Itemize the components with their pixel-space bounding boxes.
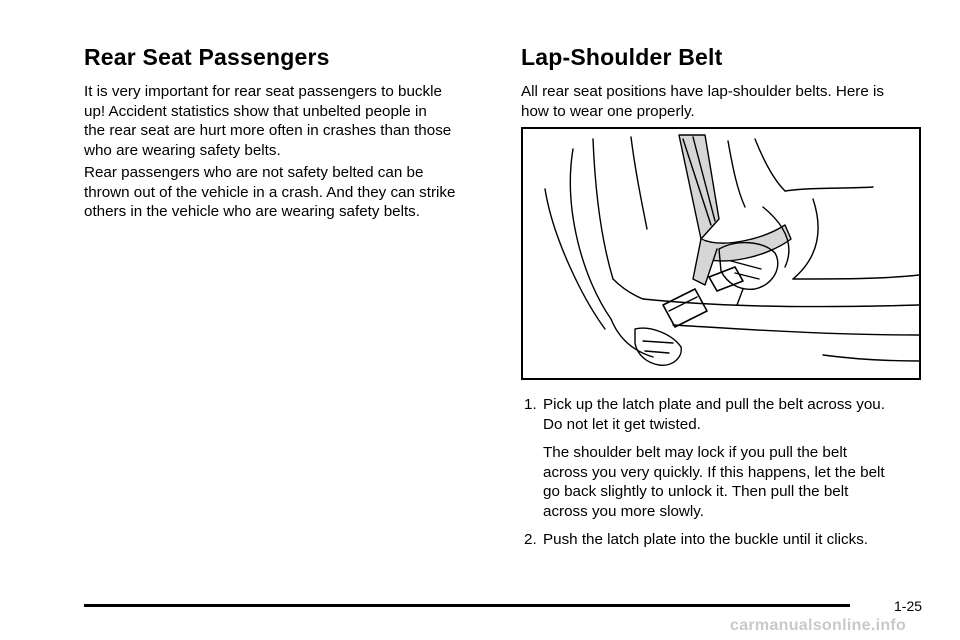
text-line: up! Accident statistics show that unbelted people in [84, 102, 427, 120]
text-line: Rear passengers who are not safety belted can be [84, 164, 424, 181]
text-line: Do not let it get twisted. [543, 415, 701, 433]
text-line: The shoulder belt may lock if you pull the belt [543, 444, 847, 461]
text-line: go back slightly to unlock it. Then pull the belt [543, 483, 849, 500]
text-line: across you very quickly. If this happens, let the belt [543, 463, 885, 481]
paragraph-thrown-out [84, 163, 496, 222]
steps-list [521, 395, 925, 550]
text-line: others in the vehicle who are wearing safety belts. [84, 203, 420, 220]
text-line: thrown out of the vehicle in a crash. And they can strike [84, 183, 456, 201]
text-line: how to wear one properly. [521, 102, 695, 120]
text-line: who are wearing safety belts. [84, 141, 281, 159]
text-line: Push the latch plate into the buckle until it clicks. [543, 531, 869, 548]
text-line: All rear seat positions have lap-shoulder belts. Here is [521, 83, 884, 100]
footer-rule [84, 604, 850, 607]
step-note [543, 443, 925, 521]
section-title-lap-shoulder-belt: Lap-Shoulder Belt [521, 44, 723, 70]
page-number: 1-25 [894, 598, 923, 614]
step-number: 1. [524, 396, 537, 413]
section-title-rear-seat-passengers: Rear Seat Passengers [84, 44, 330, 70]
paragraph-intro [521, 82, 925, 121]
watermark-text: carmanualsonline.info [730, 617, 907, 634]
text-line: Pick up the latch plate and pull the belt across you. [543, 396, 885, 413]
belt-illustration [521, 127, 921, 380]
paragraph-importance [84, 82, 496, 160]
step-number: 2. [524, 531, 537, 548]
text-line: It is very important for rear seat passengers to buckle [84, 83, 442, 100]
belt-illustration-drawing [523, 129, 919, 378]
step-item [521, 395, 925, 521]
step-item [521, 530, 925, 550]
text-line: the rear seat are hurt more often in crashes than those [84, 122, 452, 139]
text-line: across you more slowly. [543, 502, 704, 520]
